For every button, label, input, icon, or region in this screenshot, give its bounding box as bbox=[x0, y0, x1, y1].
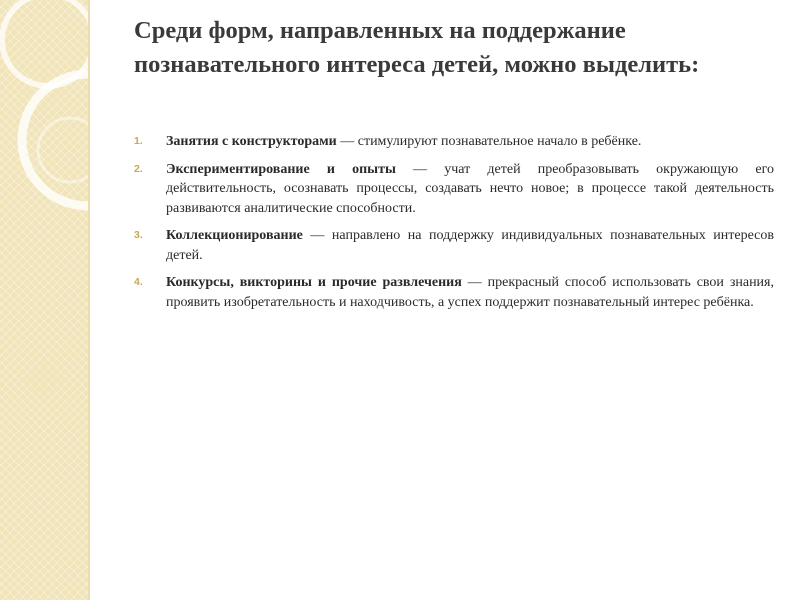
decorative-rings bbox=[0, 0, 88, 600]
list-item-description: — направлено на поддержку индивидуальных познавательных интересов детей. bbox=[166, 228, 774, 263]
decorative-side-band bbox=[0, 0, 88, 600]
list-item-text bbox=[166, 160, 774, 219]
list-item-description: — прекрасный способ использовать свои знания, проявить изобретательность и находчивость, а успех поддержит познавательный интерес ребёнка. bbox=[166, 275, 774, 310]
list-number: 4. bbox=[134, 276, 143, 288]
list-item-description: — стимулируют познавательное начало в ребёнке. bbox=[336, 134, 642, 149]
forms-list bbox=[134, 132, 774, 320]
list-number: 1. bbox=[134, 135, 143, 147]
list-item bbox=[134, 273, 774, 312]
list-number: 2. bbox=[134, 162, 143, 175]
slide-title: Среди форм, направленных на поддержание познавательного интереса детей, можно выделить: bbox=[134, 17, 700, 78]
side-band-border bbox=[88, 0, 90, 600]
list-item-term: Коллекционирование bbox=[166, 228, 303, 243]
list-item bbox=[134, 226, 774, 265]
list-item-text bbox=[166, 273, 774, 312]
list-item-text bbox=[166, 226, 774, 265]
list-number: 3. bbox=[134, 229, 143, 241]
list-item-term: Занятия с конструкторами bbox=[166, 134, 337, 149]
list-item bbox=[134, 132, 774, 152]
list-item-text bbox=[166, 132, 774, 152]
list-item-description: — учат детей преобразовывать окружающую его действительность, осознавать процессы, создавать нечто новое; в процессе такой деятельность развиваются аналитические способности. bbox=[166, 161, 774, 216]
list-item bbox=[134, 160, 774, 219]
list-item-term: Конкурсы, викторины и прочие развлечения bbox=[166, 275, 462, 290]
list-item-term: Экспериментирование и опыты bbox=[166, 161, 396, 177]
